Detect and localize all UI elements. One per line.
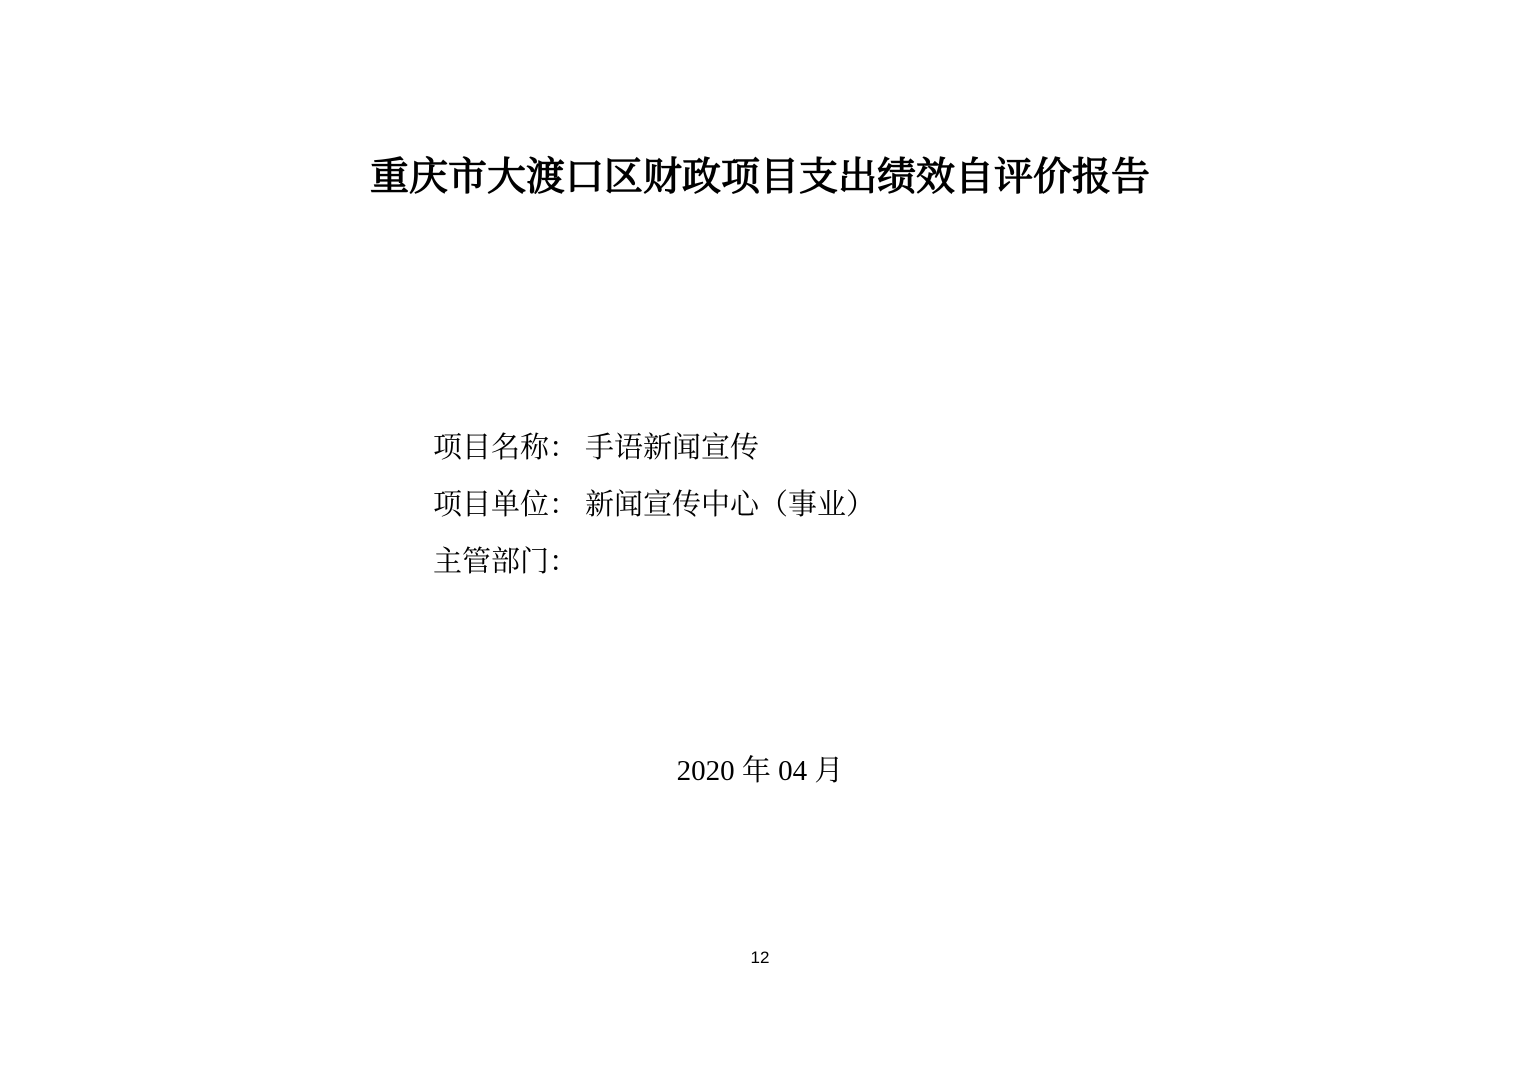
field-project-name (433, 420, 875, 477)
project-name-label: 项目名称： (433, 432, 579, 464)
project-unit-label: 项目单位： (433, 489, 579, 521)
supervising-department-label: 主管部门： (433, 546, 579, 578)
field-supervising-department (433, 534, 875, 591)
page-number: 12 (750, 948, 770, 967)
report-date: 2020 年 04 月 (676, 755, 844, 787)
project-unit-value: 新闻宣传中心（事业） (585, 489, 876, 521)
project-name-value: 手语新闻宣传 (585, 432, 760, 464)
field-project-unit (433, 477, 875, 534)
document-title: 重庆市大渡口区财政项目支出绩效自评价报告 (369, 156, 1150, 199)
info-block (433, 420, 875, 591)
